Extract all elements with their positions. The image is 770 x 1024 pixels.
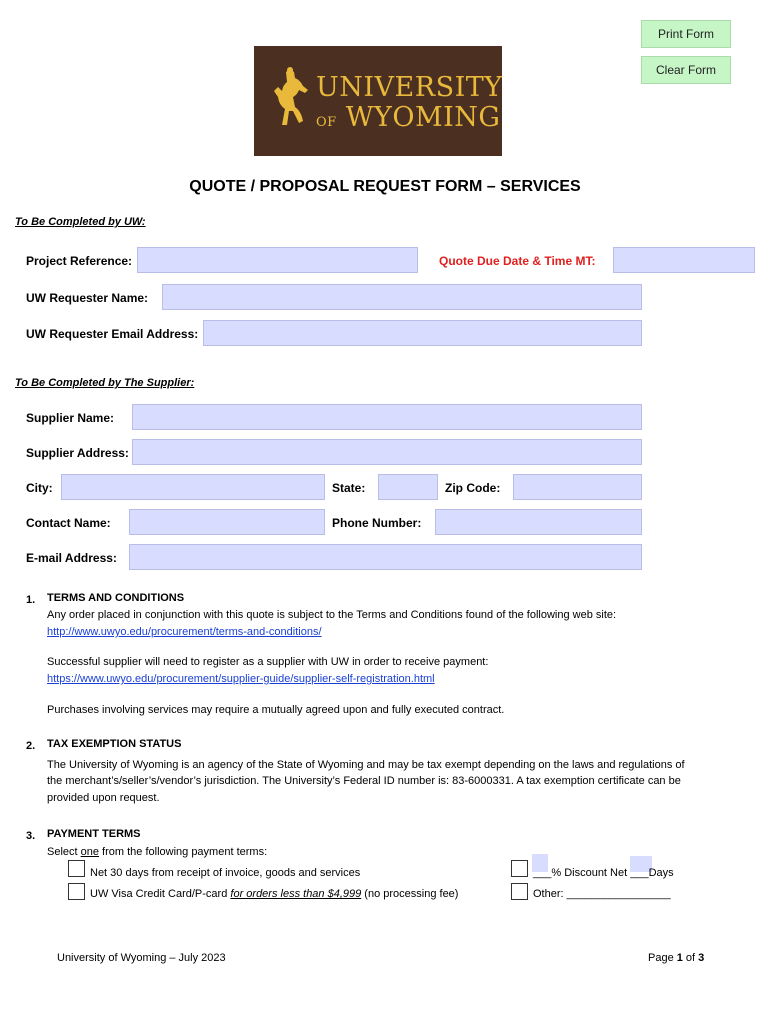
supplier-section-header: To Be Completed by The Supplier: xyxy=(15,377,195,389)
discount-checkbox[interactable] xyxy=(511,860,528,877)
supplier-address-label: Supplier Address: xyxy=(26,446,129,460)
quote-due-input[interactable] xyxy=(613,247,755,273)
supplier-name-input[interactable] xyxy=(132,404,642,430)
logo-text-of: OF xyxy=(316,115,337,130)
discount-label xyxy=(533,865,674,882)
terms-text-1: Any order placed in conjunction with this quote is subject to the Terms and Conditions found of the following web site: xyxy=(47,609,617,621)
contact-name-input[interactable] xyxy=(129,509,325,535)
net30-checkbox[interactable] xyxy=(68,860,85,877)
tax-line-2: the merchant’s/seller’s/vendor’s jurisdiction. The University’s Federal ID number is: 83-6000331. A tax exemption certificate can be xyxy=(47,775,681,787)
logo-text-wyoming xyxy=(316,102,501,133)
page-pre: Page xyxy=(648,952,677,964)
city-input[interactable] xyxy=(61,474,325,500)
payment-select-post: from the following payment terms: xyxy=(99,846,268,858)
other-label: Other: _________________ xyxy=(533,888,671,900)
pcard-label-emphasis: for orders less than $4,999 xyxy=(230,888,362,900)
requester-name-input[interactable] xyxy=(162,284,642,310)
page-total: 3 xyxy=(698,952,705,964)
page-number: 1 xyxy=(676,952,683,964)
project-reference-input[interactable] xyxy=(137,247,418,273)
tax-number: 2. xyxy=(26,740,36,752)
logo-text-university: UNIVERSITY xyxy=(316,72,503,103)
zip-input[interactable] xyxy=(513,474,642,500)
project-reference-label: Project Reference: xyxy=(26,254,133,268)
state-label: State: xyxy=(332,481,366,495)
pcard-checkbox[interactable] xyxy=(68,883,85,900)
supplier-address-input[interactable] xyxy=(132,439,642,465)
page-mid: of xyxy=(682,952,699,964)
terms-number: 1. xyxy=(26,594,36,606)
payment-select-pre: Select xyxy=(47,846,81,858)
page-title: QUOTE / PROPOSAL REQUEST FORM – SERVICES xyxy=(189,178,581,195)
terms-text-2: Successful supplier will need to register as a supplier with UW in order to receive payment: xyxy=(47,656,489,668)
requester-email-input[interactable] xyxy=(203,320,642,346)
university-logo xyxy=(254,46,502,156)
zip-label: Zip Code: xyxy=(445,481,501,495)
logo-text-wyoming-word: WYOMING xyxy=(345,102,501,133)
contact-name-label: Contact Name: xyxy=(26,516,111,530)
footer-left: University of Wyoming – July 2023 xyxy=(57,952,226,964)
requester-email-label: UW Requester Email Address: xyxy=(26,327,199,341)
pcard-label xyxy=(90,886,458,903)
phone-input[interactable] xyxy=(435,509,642,535)
state-input[interactable] xyxy=(378,474,438,500)
bucking-horse-icon xyxy=(272,66,312,136)
terms-text-3: Purchases involving services may require a mutually agreed upon and fully executed contract. xyxy=(47,704,505,716)
payment-number: 3. xyxy=(26,830,36,842)
tax-line-1: The University of Wyoming is an agency of the State of Wyoming and may be tax exempt depending on the laws and regulations of xyxy=(47,759,685,771)
discount-label-a: ___% Discount Net xyxy=(533,867,631,879)
payment-select-one: one xyxy=(80,846,99,858)
pcard-label-pre: UW Visa Credit Card/P-card xyxy=(90,888,231,900)
clear-form-button[interactable]: Clear Form xyxy=(641,56,731,84)
email-label: E-mail Address: xyxy=(26,551,117,565)
city-label: City: xyxy=(26,481,53,495)
net30-label: Net 30 days from receipt of invoice, goods and services xyxy=(90,867,361,879)
tax-line-3: provided upon request. xyxy=(47,792,160,804)
quote-due-label: Quote Due Date & Time MT: xyxy=(439,254,596,268)
print-form-button[interactable]: Print Form xyxy=(641,20,731,48)
page-indicator xyxy=(648,952,704,964)
supplier-name-label: Supplier Name: xyxy=(26,411,115,425)
tax-title: TAX EXEMPTION STATUS xyxy=(47,738,182,750)
terms-link-2[interactable]: https://www.uwyo.edu/procurement/supplier-guide/supplier-self-registration.html xyxy=(47,673,435,685)
pcard-label-post: (no processing fee) xyxy=(361,888,459,900)
email-input[interactable] xyxy=(129,544,642,570)
requester-name-label: UW Requester Name: xyxy=(26,291,149,305)
phone-label: Phone Number: xyxy=(332,516,422,530)
payment-select-text xyxy=(47,844,267,861)
uw-section-header: To Be Completed by UW: xyxy=(15,216,146,228)
terms-link-1[interactable]: http://www.uwyo.edu/procurement/terms-and-conditions/ xyxy=(47,626,322,638)
payment-title: PAYMENT TERMS xyxy=(47,828,141,840)
other-checkbox[interactable] xyxy=(511,883,528,900)
terms-title: TERMS AND CONDITIONS xyxy=(47,592,185,604)
discount-label-b: ___Days xyxy=(630,867,674,879)
